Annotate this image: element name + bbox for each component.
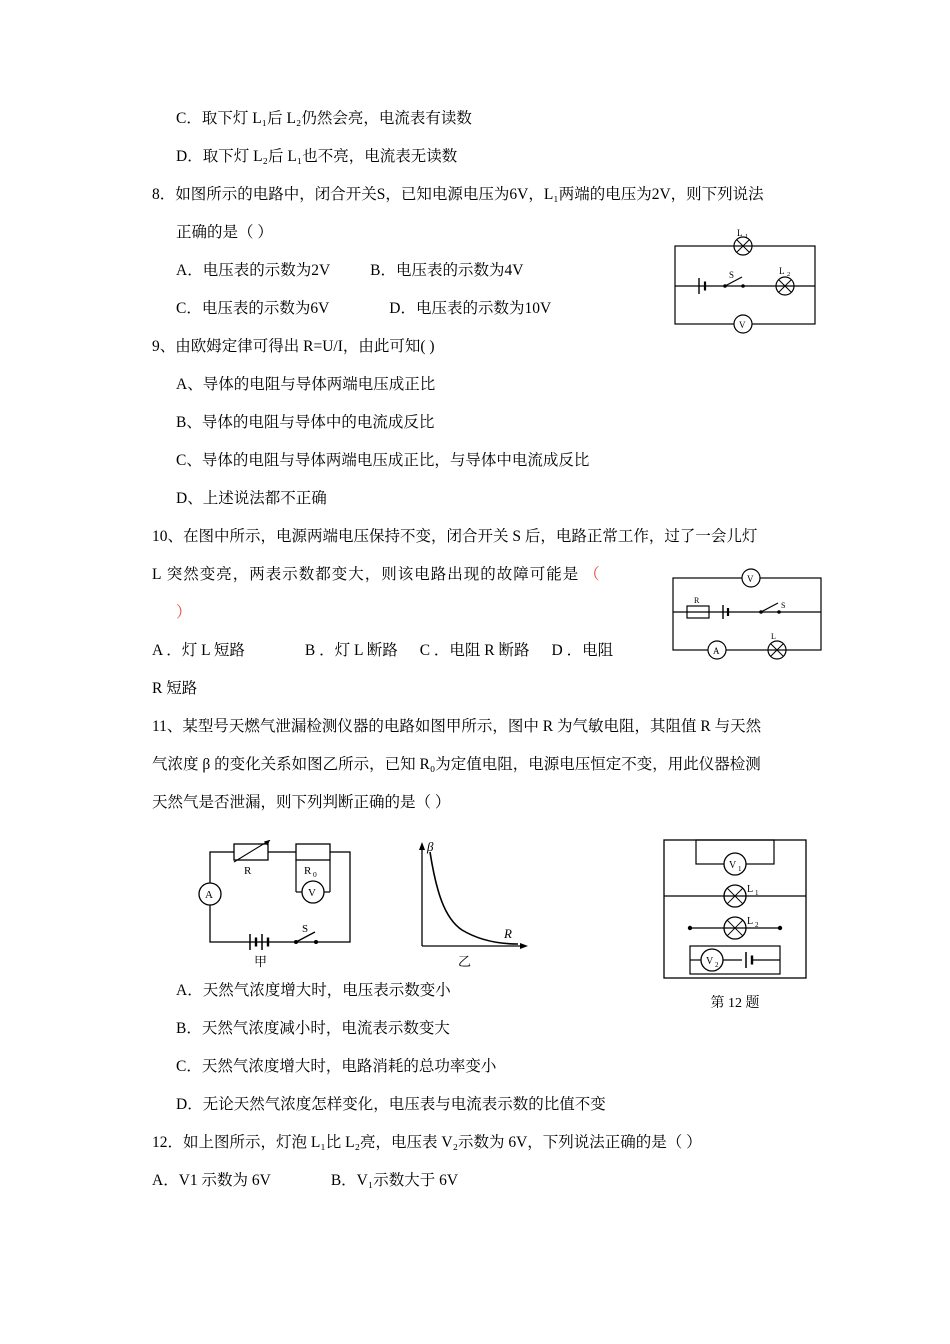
q11-figure-yi-graph <box>400 838 540 970</box>
svg-text:乙: 乙 <box>458 954 472 969</box>
svg-text:V: V <box>739 320 746 330</box>
q12-figure-caption: 第 12 题 <box>710 996 760 1011</box>
svg-text:R: R <box>504 926 512 941</box>
q10-circuit-figure <box>665 560 830 665</box>
svg-text:V: V <box>308 887 316 899</box>
svg-text:R: R <box>244 865 252 877</box>
svg-text:V: V <box>747 574 754 584</box>
q12-option-b: B．V₁示数大于 6V <box>330 1172 459 1189</box>
q11-option-c: C．天然气浓度增大时，电路消耗的总功率变小 <box>176 1058 497 1075</box>
svg-text:L: L <box>747 916 754 927</box>
q11-figure-jia <box>192 840 372 970</box>
q10-stem-line1: 10、在图中所示，电源两端电压保持不变，闭合开关 S 后，电路正常工作，过了一会儿灯 <box>152 528 758 545</box>
svg-text:S: S <box>729 270 735 280</box>
q10-option-a: A ．灯 L 短路 <box>152 642 245 659</box>
q7-option-d: D．取下灯 L₂后 L₁也不亮，电流表无读数 <box>176 148 458 165</box>
q11-option-b: B．天然气浓度减小时，电流表示数变大 <box>176 1020 450 1037</box>
q10-paren-open: （ <box>584 566 601 583</box>
q9-stem: 9、由欧姆定律可得出 R=U/I，由此可知( ) <box>152 338 435 355</box>
svg-text:V: V <box>706 956 714 967</box>
q10-option-b: B ．灯 L 断路 <box>304 642 398 659</box>
svg-text:A: A <box>713 646 720 656</box>
q8-option-d: D．电压表的示数为10V <box>389 300 552 317</box>
q10-paren-close: ） <box>176 604 192 621</box>
svg-text:V: V <box>729 860 737 871</box>
q8-option-a: A．电压表的示数为2V <box>176 262 331 279</box>
svg-text:2: 2 <box>787 271 791 278</box>
q11-stem-line2: 气浓度 β 的变化关系如图乙所示，已知 R₀为定值电阻，电源电压恒定不变，用此仪器检测 <box>152 756 761 773</box>
svg-text:2: 2 <box>715 961 719 969</box>
q12-option-a: A．V1 示数为 6V <box>152 1172 271 1189</box>
svg-text:L: L <box>779 266 785 276</box>
svg-text:R: R <box>304 865 312 877</box>
q10-option-c: C ．电阻 R 断路 <box>419 642 530 659</box>
q8-option-c: C．电压表的示数为6V <box>176 300 330 317</box>
q12-circuit-figure <box>650 830 820 1012</box>
q12-stem: 12．如上图所示，灯泡 L₁比 L₂亮，电压表 V₂示数为 6V，下列说法正确的是（ ） <box>152 1134 702 1151</box>
q8-stem-line2: 正确的是（ ） <box>176 224 273 241</box>
q8-option-b: B．电压表的示数为4V <box>370 262 524 279</box>
q11-option-a: A．天然气浓度增大时，电压表示数变小 <box>176 982 451 999</box>
svg-text:2: 2 <box>755 921 759 929</box>
svg-text:L: L <box>737 228 743 238</box>
q9-option-d: D、上述说法都不正确 <box>176 490 327 507</box>
svg-text:S: S <box>781 601 786 610</box>
svg-text:1: 1 <box>745 233 749 240</box>
q11-option-d: D．无论天然气浓度怎样变化，电压表与电流表示数的比值不变 <box>176 1096 606 1113</box>
svg-text:0: 0 <box>313 870 317 879</box>
q9-option-b: B、导体的电阻与导体中的电流成反比 <box>176 414 435 431</box>
q11-stem-line3: 天然气是否泄漏，则下列判断正确的是（ ） <box>152 794 451 811</box>
svg-text:L: L <box>747 884 754 895</box>
svg-text:S: S <box>302 923 309 935</box>
q8-stem-line1: 8．如图所示的电路中，闭合开关S，已知电源电压为6V，L₁两端的电压为2V，则下列说法 <box>152 186 764 203</box>
q9-option-c: C、导体的电阻与导体两端电压成正比，与导体中电流成反比 <box>176 452 590 469</box>
svg-text:L: L <box>771 632 776 641</box>
svg-text:1: 1 <box>738 865 742 873</box>
q11-stem-line1: 11、某型号天燃气泄漏检测仪器的电路如图甲所示，图中 R 为气敏电阻，其阻值 R 与天然 <box>152 718 762 735</box>
q10-option-d-cont: R 短路 <box>152 680 198 697</box>
q12-options <box>152 1162 812 1200</box>
svg-text:A: A <box>205 889 213 901</box>
q10-option-d: D ．电阻 <box>551 642 614 659</box>
q8-circuit-figure <box>665 228 825 340</box>
svg-text:甲: 甲 <box>254 954 268 969</box>
svg-text:β: β <box>427 839 434 854</box>
q7-option-c: C．取下灯 L₁后 L₂仍然会亮，电流表有读数 <box>176 110 472 127</box>
q10-stem-line2-text: L 突然变亮，两表示数都变大，则该电路出现的故障可能是 <box>152 566 580 583</box>
q9-option-a: A、导体的电阻与导体两端电压成正比 <box>176 376 436 393</box>
svg-text:1: 1 <box>755 889 759 897</box>
svg-text:R: R <box>694 596 700 605</box>
